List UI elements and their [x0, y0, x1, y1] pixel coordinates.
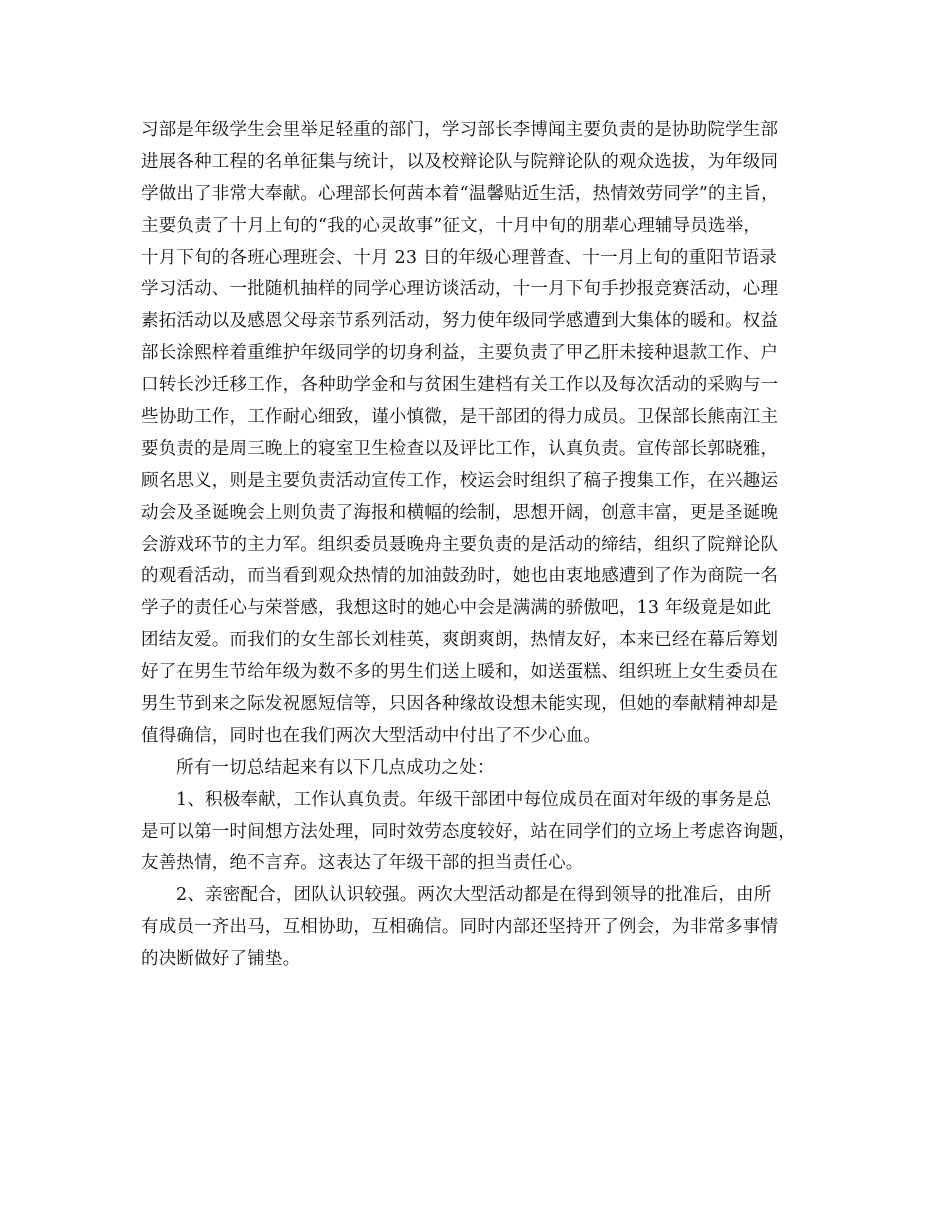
text-line: 口转长沙迁移工作，各种助学金和与贫困生建档有关工作以及每次活动的采购与一: [141, 375, 779, 396]
text-line: 习部是年级学生会里举足轻重的部门，学习部长李博闻主要负责的是协助院学生部: [141, 120, 779, 140]
text-line: 友善热情，绝不言弃。这表达了年级干部的担当责任心。: [141, 853, 584, 874]
text-line: 学习活动、一批随机抽样的同学心理访谈活动，十一月下旬手抄报竞赛活动，心理: [141, 279, 779, 300]
text-line: 些协助工作，工作耐心细致，谨小慎微，是干部团的得力成员。卫保部长熊南江主: [141, 407, 779, 428]
text-line: 主要负责了十月上旬的“我的心灵故事”征文，十月中旬的朋辈心理辅导员选举，: [141, 215, 762, 236]
point-1-line: 1、积极奉献，工作认真负责。年级干部团中每位成员在面对年级的事务是总: [176, 789, 772, 810]
text-line: 是可以第一时间想方法处理，同时效劳态度较好，站在同学们的立场上考虑咨询题，: [141, 821, 796, 842]
text-line: 部长涂熙梓着重维护年级同学的切身利益，主要负责了甲乙肝未接种退款工作、户: [141, 343, 779, 364]
text-line: 十月下旬的各班心理班会、十月 23 日的年级心理普查、十一月上旬的重阳节语录: [141, 247, 777, 268]
text-line: 的观看活动，而当看到观众热情的加油鼓劲时，她也由衷地感遭到了作为商院一名: [141, 566, 779, 587]
document-body: [141, 115, 821, 976]
text-line: 素拓活动以及感恩父母亲节系列活动，努力使年级同学感遭到大集体的暖和。权益: [141, 311, 779, 332]
text-line: 团结友爱。而我们的女生部长刘桂英，爽朗爽朗，热情友好，本来已经在幕后筹划: [141, 630, 779, 651]
text-line: 要负责的是周三晚上的寝室卫生检查以及评比工作，认真负责。宣传部长郭晓雅，: [141, 438, 779, 459]
text-line: 的决断做好了铺垫。: [141, 949, 301, 970]
text-line: 男生节到来之际发祝愿短信等，只因各种缘故设想未能实现，但她的奉献精神却是: [141, 694, 779, 715]
text-line: 有成员一齐出马，互相协助，互相确信。同时内部还坚持开了例会，为非常多事情: [141, 917, 779, 938]
summary-intro-line: 所有一切总结起来有以下几点成功之处：: [176, 757, 495, 778]
text-line: 会游戏环节的主力军。组织委员聂晚舟主要负责的是活动的缔结，组织了院辩论队: [141, 534, 779, 555]
text-line: 动会及圣诞晚会上则负责了海报和横幅的绘制，思想开阔，创意丰富，更是圣诞晚: [141, 502, 779, 523]
text-line: 学子的责任心与荣誉感，我想这时的她心中会是满满的骄傲吧，13 年级竟是如此: [141, 598, 772, 619]
text-line: 值得确信，同时也在我们两次大型活动中付出了不少心血。: [141, 725, 602, 746]
text-line: 学做出了非常大奉献。心理部长何茜本着“温馨贴近生活，热情效劳同学”的主旨，: [141, 183, 779, 204]
text-line: 顾名思义，则是主要负责活动宣传工作，校运会时组织了稿子搜集工作，在兴趣运: [141, 470, 779, 491]
text-line: 进展各种工程的名单征集与统计，以及校辩论队与院辩论队的观众选拔，为年级同: [141, 151, 779, 172]
point-2-line: 2、亲密配合，团队认识较强。两次大型活动都是在得到领导的批准后，由所: [176, 885, 772, 906]
text-line: 好了在男生节给年级为数不多的男生们送上暖和，如送蛋糕、组织班上女生委员在: [141, 662, 779, 683]
